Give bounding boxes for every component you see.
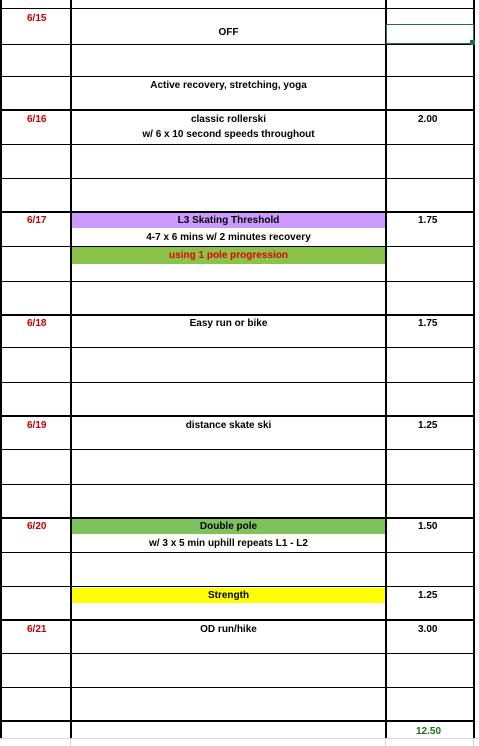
grid-line-h: [0, 382, 475, 383]
date-cell[interactable]: 6/21: [27, 624, 47, 635]
total-hours-cell[interactable]: 12.50: [416, 726, 442, 737]
grid-line-h: [0, 687, 475, 688]
grid-line-h: [0, 415, 475, 417]
faint-grid-line: [70, 738, 71, 746]
workout-cell[interactable]: Strength: [207, 590, 250, 601]
grid-line-h: [0, 484, 475, 485]
grid-line-h: [0, 144, 475, 145]
workout-cell[interactable]: 4-7 x 6 mins w/ 2 minutes recovery: [146, 232, 311, 243]
grid-line-h: [0, 347, 475, 348]
workout-cell[interactable]: Double pole: [199, 521, 258, 532]
hours-cell[interactable]: 1.25: [418, 590, 438, 601]
grid-line-h: [0, 720, 475, 722]
workout-cell[interactable]: classic rollerski: [190, 114, 267, 125]
grid-line-h: [0, 281, 475, 282]
workout-cell[interactable]: L3 Skating Threshold: [177, 215, 280, 226]
grid-line-h: [0, 552, 475, 553]
grid-line-h: [0, 619, 475, 621]
faint-grid-line: [0, 738, 479, 739]
date-cell[interactable]: 6/18: [27, 318, 47, 329]
hours-cell[interactable]: 1.25: [418, 420, 438, 431]
workout-cell[interactable]: Active recovery, stretching, yoga: [150, 80, 307, 91]
workout-cell[interactable]: OFF: [218, 27, 239, 38]
date-cell[interactable]: 6/15: [27, 13, 47, 24]
hours-cell[interactable]: 2.00: [418, 114, 438, 125]
grid-line-h: [0, 314, 475, 316]
workout-cell[interactable]: OD run/hike: [200, 624, 257, 635]
workout-cell[interactable]: Easy run or bike: [189, 318, 268, 329]
date-cell[interactable]: 6/16: [27, 114, 47, 125]
grid-line-h: [0, 653, 475, 654]
hours-cell[interactable]: 1.50: [418, 521, 438, 532]
faint-grid-line: [385, 738, 386, 746]
grid-line-h: [0, 586, 475, 587]
workout-cell[interactable]: using 1 pole progression: [169, 250, 288, 261]
grid-line-h: [0, 178, 475, 179]
workout-cell[interactable]: w/ 6 x 10 second speeds throughout: [142, 129, 315, 140]
workout-cell[interactable]: w/ 3 x 5 min uphill repeats L1 - L2: [149, 538, 308, 549]
grid-line-h: [0, 8, 475, 9]
fill-handle[interactable]: [470, 40, 475, 45]
date-cell[interactable]: 6/17: [27, 215, 47, 226]
selected-cell[interactable]: [386, 24, 474, 44]
grid-line-h: [0, 76, 475, 77]
grid-line-h: [0, 449, 475, 450]
hours-cell[interactable]: 1.75: [418, 318, 438, 329]
faint-grid-line: [473, 738, 474, 746]
date-cell[interactable]: 6/19: [27, 420, 47, 431]
date-cell[interactable]: 6/20: [27, 521, 47, 532]
grid-line-h: [0, 44, 475, 45]
hours-cell[interactable]: 3.00: [418, 624, 438, 635]
workout-cell[interactable]: distance skate ski: [185, 420, 272, 431]
hours-cell[interactable]: 1.75: [418, 215, 438, 226]
grid-line-h: [0, 109, 475, 111]
